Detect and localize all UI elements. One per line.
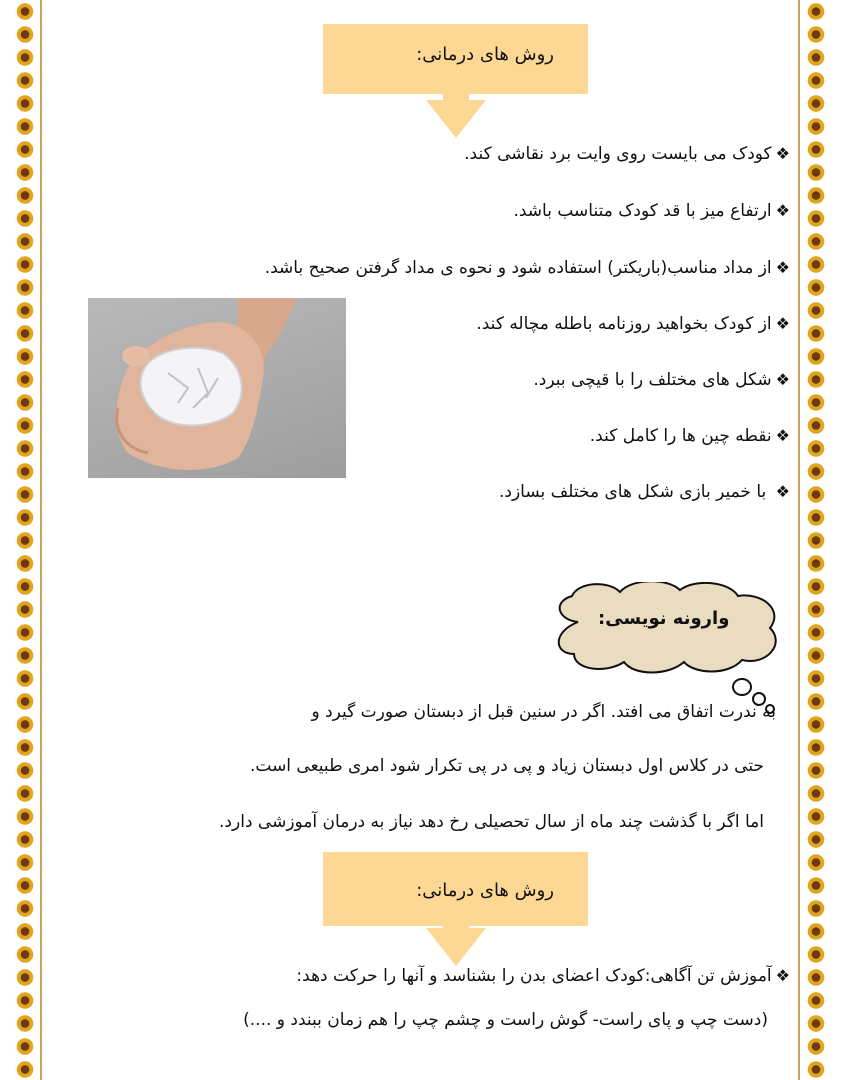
list-item: ❖نقطه چین ها را کامل کند. — [589, 426, 790, 446]
list-item: ❖ با خمیر بازی شکل های مختلف بسازد. — [498, 482, 790, 502]
bullet-icon: ❖ — [775, 314, 790, 333]
bullet-icon: ❖ — [775, 201, 790, 220]
bullet-icon: ❖ — [775, 426, 790, 445]
left-border-rule — [40, 0, 42, 1080]
bullet-icon: ❖ — [775, 258, 790, 277]
right-sunflower-border — [803, 0, 829, 1080]
cloud-title: وارونه نویسی: — [598, 608, 730, 629]
hand-with-paper-illustration — [88, 298, 346, 478]
list-item-continuation: (دست چپ و پای راست- گوش راست و چشم چپ را هم زمان ببندد و ....) — [243, 1010, 768, 1030]
heading-2-text: روش های درمانی: — [416, 880, 554, 901]
down-arrow-icon — [426, 100, 486, 138]
bullet-icon: ❖ — [775, 370, 790, 389]
list-item: ❖ارتفاع میز با قد کودک متناسب باشد. — [513, 201, 790, 221]
down-arrow-icon — [426, 928, 486, 966]
heading-1-text: روش های درمانی: — [416, 44, 554, 65]
list-item: ❖آموزش تن آگاهی:کودک اعضای بدن را بشناسد و آنها را حرکت دهد: — [296, 966, 790, 986]
list-item: ❖از کودک بخواهید روزنامه باطله مچاله کند. — [476, 314, 790, 334]
paragraph-line: حتی در کلاس اول دبستان زیاد و پی در پی تکرار شود امری طبیعی است. — [249, 756, 764, 776]
right-border-rule — [798, 0, 800, 1080]
heading-callout-2 — [323, 852, 588, 926]
list-item: ❖کودک می بایست روی وایت برد نقاشی کند. — [464, 144, 790, 164]
paragraph-line: اما اگر با گذشت چند ماه از سال تحصیلی رخ دهد نیاز به درمان آموزشی دارد. — [219, 812, 764, 832]
bullet-icon: ❖ — [775, 966, 790, 985]
bullet-icon: ❖ — [775, 144, 790, 163]
heading-callout-1 — [323, 24, 588, 94]
list-item: ❖شکل های مختلف را با قیچی ببرد. — [533, 370, 790, 390]
thought-bubble — [732, 678, 752, 696]
list-item: ❖از مداد مناسب(باریکتر) استفاده شود و نحوه ی مداد گرفتن صحیح باشد. — [264, 258, 790, 278]
bullet-icon: ❖ — [775, 482, 790, 501]
paragraph-line: به ندرت اتفاق می افتد. اگر در سنین قبل از دبستان صورت گیرد و — [311, 702, 776, 722]
crumpled-paper-photo — [88, 298, 346, 478]
left-sunflower-border — [12, 0, 38, 1080]
